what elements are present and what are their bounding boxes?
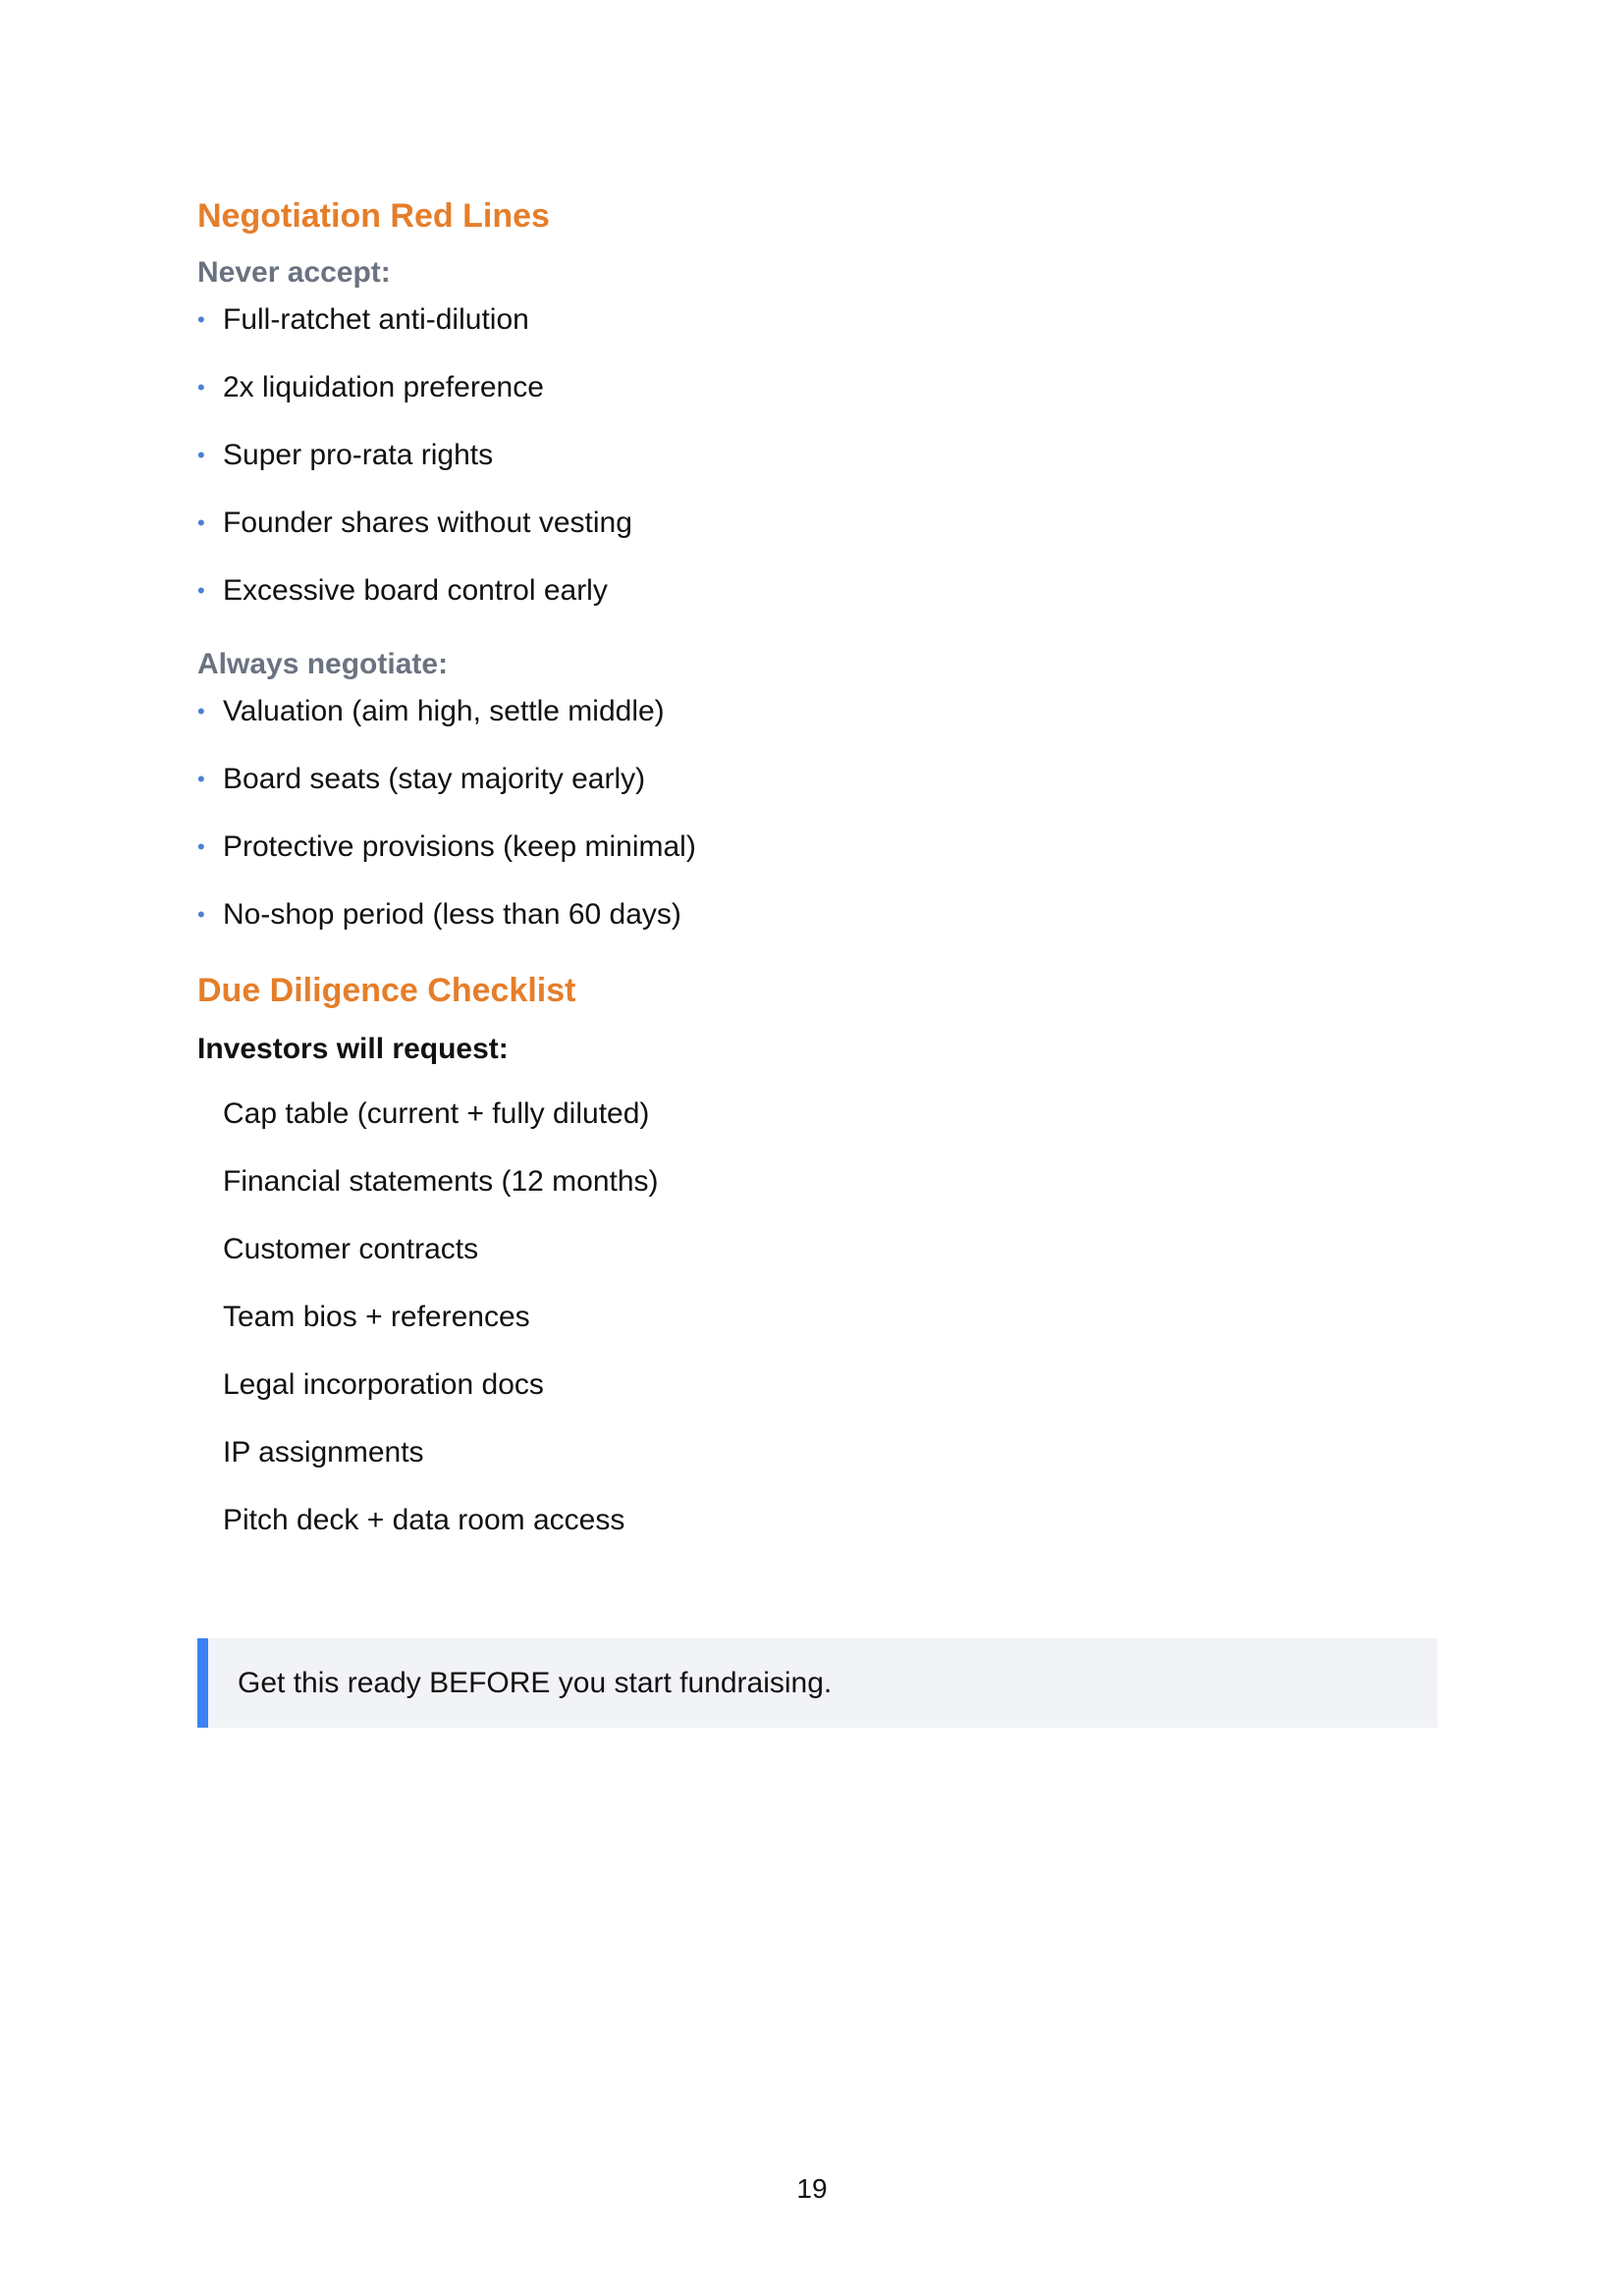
never-accept-label: Never accept:: [197, 256, 391, 289]
negotiation-heading: Negotiation Red Lines: [197, 197, 550, 235]
never-accept-list: [197, 287, 1437, 625]
list-item: • 2x liquidation preference: [197, 354, 1437, 422]
callout-box: Get this ready BEFORE you start fundraising.: [197, 1638, 1437, 1728]
page-number: 19: [796, 2173, 828, 2204]
list-item: Customer contracts: [223, 1233, 479, 1265]
list-item: • Super pro-rata rights: [197, 422, 1437, 490]
always-negotiate-label: Always negotiate:: [197, 648, 449, 680]
due-diligence-heading: Due Diligence Checklist: [197, 972, 576, 1009]
list-item: • Full-ratchet anti-dilution: [197, 287, 1437, 354]
list-item: Financial statements (12 months): [223, 1165, 659, 1198]
bullet-icon: •: [197, 834, 205, 859]
bullet-icon: •: [197, 443, 205, 467]
list-item: Team bios + references: [223, 1301, 530, 1333]
list-item: Cap table (current + fully diluted): [223, 1097, 650, 1130]
bullet-icon: •: [197, 510, 205, 535]
bullet-icon: •: [197, 307, 205, 332]
due-diligence-list: [197, 1081, 1437, 1555]
bullet-icon: •: [197, 767, 205, 791]
page-content: [197, 192, 1437, 1555]
list-item: IP assignments: [223, 1436, 424, 1468]
bullet-icon: •: [197, 902, 205, 927]
bullet-icon: •: [197, 578, 205, 603]
list-item: • Protective provisions (keep minimal): [197, 814, 1437, 881]
investors-request-label: Investors will request:: [197, 1033, 509, 1065]
list-item: • No-shop period (less than 60 days): [197, 881, 1437, 949]
bullet-icon: •: [197, 375, 205, 400]
list-item: • Board seats (stay majority early): [197, 746, 1437, 814]
bullet-icon: •: [197, 699, 205, 723]
list-item: • Excessive board control early: [197, 558, 1437, 625]
always-negotiate-list: [197, 678, 1437, 949]
list-item: Legal incorporation docs: [223, 1368, 544, 1401]
list-item: • Founder shares without vesting: [197, 490, 1437, 558]
list-item: • Valuation (aim high, settle middle): [197, 678, 1437, 746]
list-item: Pitch deck + data room access: [223, 1504, 625, 1536]
